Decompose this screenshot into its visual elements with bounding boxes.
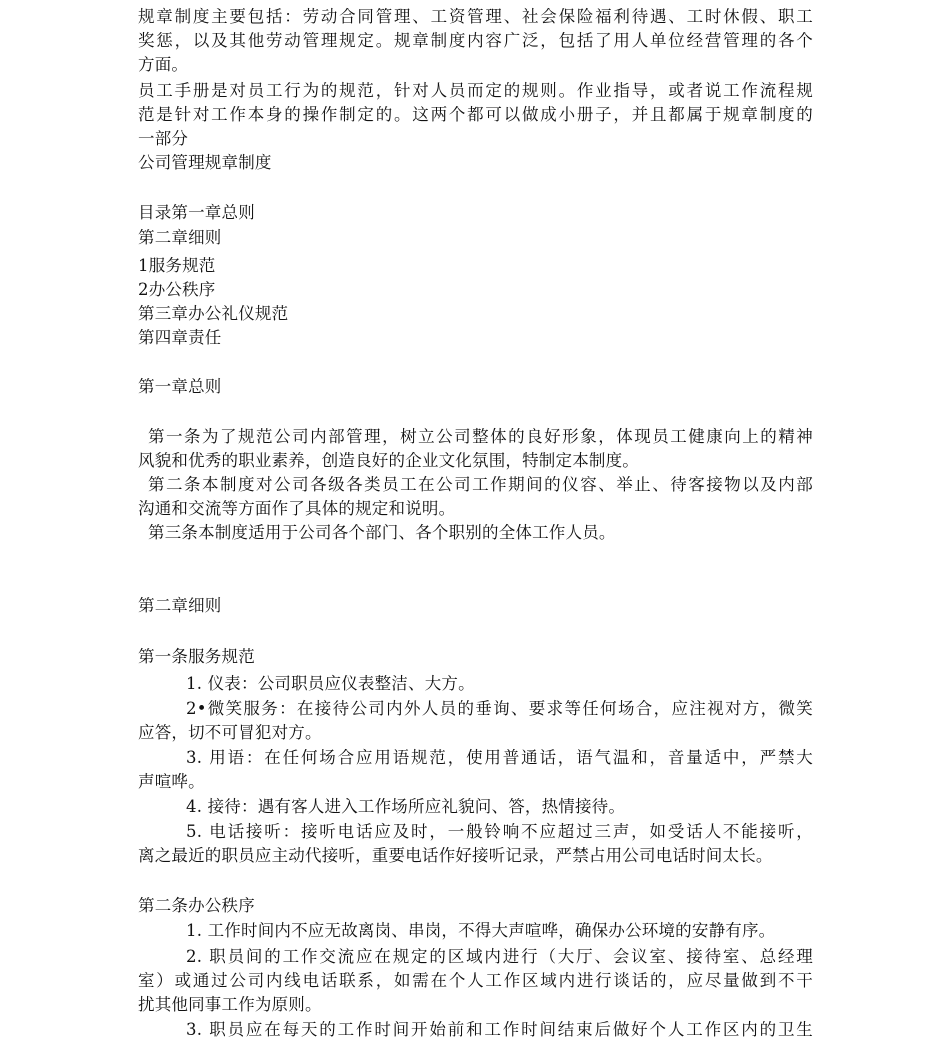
section1-item-phone-line-2: 离之最近的职员应主动代接听，重要电话作好接听记录，严禁占用公司电话时间太长。 (138, 846, 773, 865)
section2-item-1: 1. 工作时间内不应无故离岗、串岗，不得大声喧哗，确保办公环境的安静有序。 (186, 921, 776, 940)
toc-item: 2办公秩序 (138, 280, 216, 299)
intro-rules-line-2: 奖惩，以及其他劳动管理规定。规章制度内容广泛，包括了用人单位经营管理的各个 (138, 31, 813, 50)
intro-rules-line-1: 规章制度主要包括：劳动合同管理、工资管理、社会保险福利待遇、工时休假、职工 (138, 7, 813, 26)
intro-handbook-line-3: 一部分 (138, 129, 189, 148)
section2-heading: 第二条办公秩序 (138, 896, 255, 915)
chapter1-article3: 第三条本制度适用于公司各个部门、各个职别的全体工作人员。 (148, 523, 616, 542)
chapter1-article2-line-1: 第二条本制度对公司各级各类员工在公司工作期间的仪容、举止、待客接物以及内部 (148, 475, 813, 494)
chapter1-article1-line-2: 风貌和优秀的职业素养，创造良好的企业文化氛围，特制定本制度。 (138, 451, 639, 470)
section1-heading: 第一条服务规范 (138, 647, 255, 666)
chapter1-heading: 第一章总则 (138, 377, 222, 396)
toc-item: 第四章责任 (138, 328, 222, 347)
document-title: 公司管理规章制度 (138, 153, 272, 172)
section2-item-2-line-1: 2. 职员间的工作交流应在规定的区域内进行（大厅、会议室、接待室、总经理 (186, 947, 813, 966)
section1-item-smile-line-2: 应答，切不可冒犯对方。 (138, 723, 322, 742)
section2-item-2-line-2: 室）或通过公司内线电话联系，如需在个人工作区域内进行谈话的，应尽量做到不干 (138, 971, 813, 990)
section1-item-reception: 4. 接待：遇有客人进入工作场所应礼貌问、答，热情接待。 (186, 797, 626, 816)
section1-item-appearance: 1. 仪表：公司职员应仪表整洁、大方。 (186, 674, 475, 693)
intro-handbook-line-2: 范是针对工作本身的操作制定的。这两个都可以做成小册子，并且都属于规章制度的 (138, 105, 813, 124)
toc-item: 第二章细则 (138, 228, 222, 247)
section1-item-language-line-2: 声喧哗。 (138, 772, 205, 791)
section1-item-smile-line-1: 2•微笑服务：在接待公司内外人员的垂询、要求等任何场合，应注视对方，微笑 (186, 699, 813, 718)
toc-item: 目录第一章总则 (138, 203, 255, 222)
intro-rules-line-3: 方面。 (138, 55, 189, 74)
chapter2-heading: 第二章细则 (138, 596, 222, 615)
intro-handbook-line-1: 员工手册是对员工行为的规范，针对人员而定的规则。作业指导，或者说工作流程规 (138, 81, 813, 100)
section1-item-phone-line-1: 5. 电话接听：接听电话应及时，一般铃响不应超过三声，如受话人不能接听， (186, 822, 813, 841)
chapter1-article1-line-1: 第一条为了规范公司内部管理，树立公司整体的良好形象，体现员工健康向上的精神 (148, 427, 813, 446)
section2-item-2-line-3: 扰其他同事工作为原则。 (138, 995, 322, 1014)
section1-item-language-line-1: 3. 用语：在任何场合应用语规范，使用普通话，语气温和，音量适中，严禁大 (186, 748, 813, 767)
chapter1-article2-line-2: 沟通和交流等方面作了具体的规定和说明。 (138, 499, 456, 518)
toc-item: 第三章办公礼仪规范 (138, 304, 289, 323)
section2-item-3-line-1: 3. 职员应在每天的工作时间开始前和工作时间结束后做好个人工作区内的卫生 (186, 1020, 813, 1039)
toc-item: 1服务规范 (138, 256, 216, 275)
